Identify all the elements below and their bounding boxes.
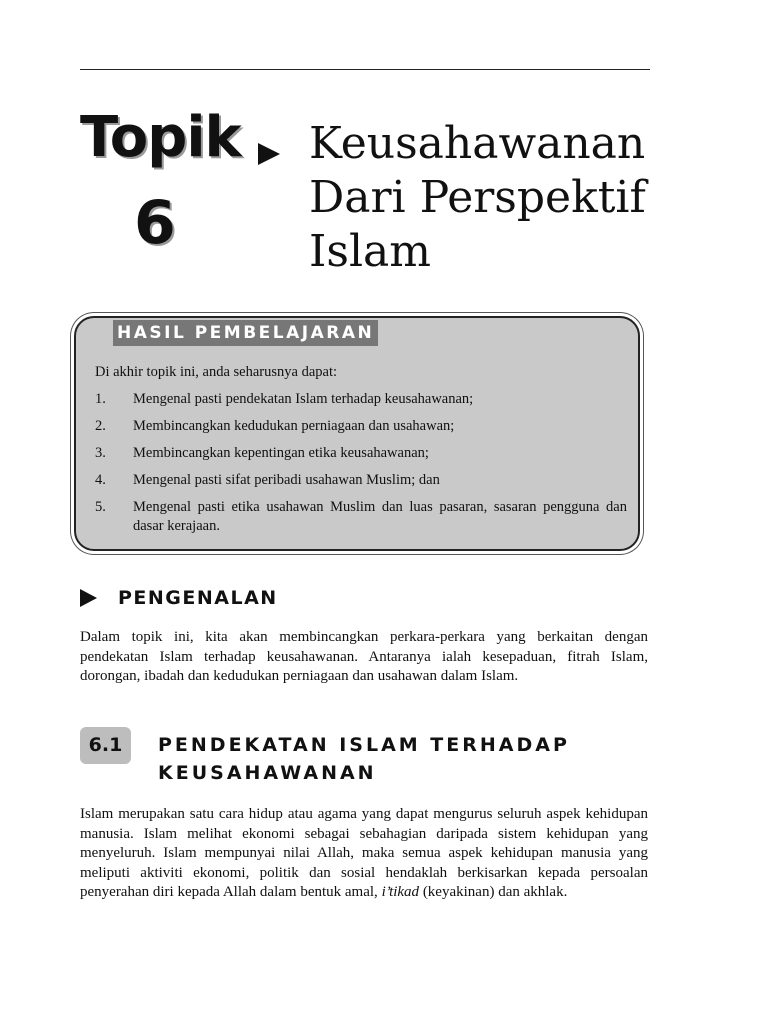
list-item-text: Membincangkan kedudukan perniagaan dan usahawan;	[133, 418, 455, 434]
section-number-badge: 6.1	[80, 727, 131, 764]
list-item-text: Mengenal pasti etika usahawan Muslim dan luas pasaran, sasaran pengguna dan dasar kerajaan.	[133, 499, 627, 534]
learning-outcomes-list	[95, 390, 627, 544]
topic-label: Topik	[80, 105, 241, 170]
chapter-title-line-2: Dari Perspektif	[309, 172, 646, 223]
learning-outcomes-box	[74, 316, 640, 551]
section-paragraph	[80, 805, 648, 903]
chapter-title-line-3: Islam	[309, 226, 431, 277]
list-item-text: Mengenal pasti pendekatan Islam terhadap keusahawanan;	[133, 391, 474, 407]
list-item	[95, 471, 627, 490]
list-item	[95, 444, 627, 463]
list-item-number: 5.	[95, 499, 106, 515]
introduction-paragraph: Dalam topik ini, kita akan membincangkan perkara-perkara yang berkaitan dengan pendekatan Islam terhadap keusahawanan. Antaranya ialah kesepaduan, fitrah Islam, dorongan, ibadah dan kedudukan perniagaan dan usahawan dalam Islam.	[80, 629, 648, 684]
italic-term: i’tikad	[381, 884, 420, 900]
list-item	[95, 390, 627, 409]
section-title: PENDEKATAN ISLAM TERHADAP KEUSAHAWANAN	[158, 734, 570, 784]
list-item-text: Membincangkan kepentingan etika keusahawanan;	[133, 445, 429, 461]
list-item-number: 4.	[95, 472, 106, 488]
section-paragraph-text-end: (keyakinan) dan akhlak.	[419, 884, 568, 900]
title-arrow-icon	[258, 143, 280, 165]
chapter-title-line-1: Keusahawanan	[309, 118, 646, 169]
header-rule	[80, 69, 650, 70]
learning-outcomes-intro: Di akhir topik ini, anda seharusnya dapat:	[95, 364, 338, 380]
learning-outcomes-heading: HASIL PEMBELAJARAN	[113, 320, 378, 346]
chapter-title	[309, 117, 646, 279]
list-item-number: 3.	[95, 445, 106, 461]
list-item	[95, 498, 627, 536]
list-item-number: 2.	[95, 418, 106, 434]
section-paragraph-text: Islam merupakan satu cara hidup atau agama yang dapat mengurus seluruh aspek kehidupan manusia. Islam melihat ekonomi sebagai sebahagian daripada sistem kehidupan yang menyeluruh. Islam mempunyai nilai Allah, maka semua aspek kehidupan manusia yang meliputi aktiviti ekonomi, politik dan sosial hendaklah berkisarkan kepada persoalan penyerahan diri kepada Allah dalam bentuk amal,	[80, 806, 648, 900]
list-item-number: 1.	[95, 391, 106, 407]
section-arrow-icon	[80, 589, 97, 607]
introduction-heading	[80, 587, 278, 609]
list-item-text: Mengenal pasti sifat peribadi usahawan Muslim; dan	[133, 472, 440, 488]
list-item	[95, 417, 627, 436]
introduction-title: PENGENALAN	[118, 587, 278, 609]
topic-number: 6	[134, 188, 176, 258]
